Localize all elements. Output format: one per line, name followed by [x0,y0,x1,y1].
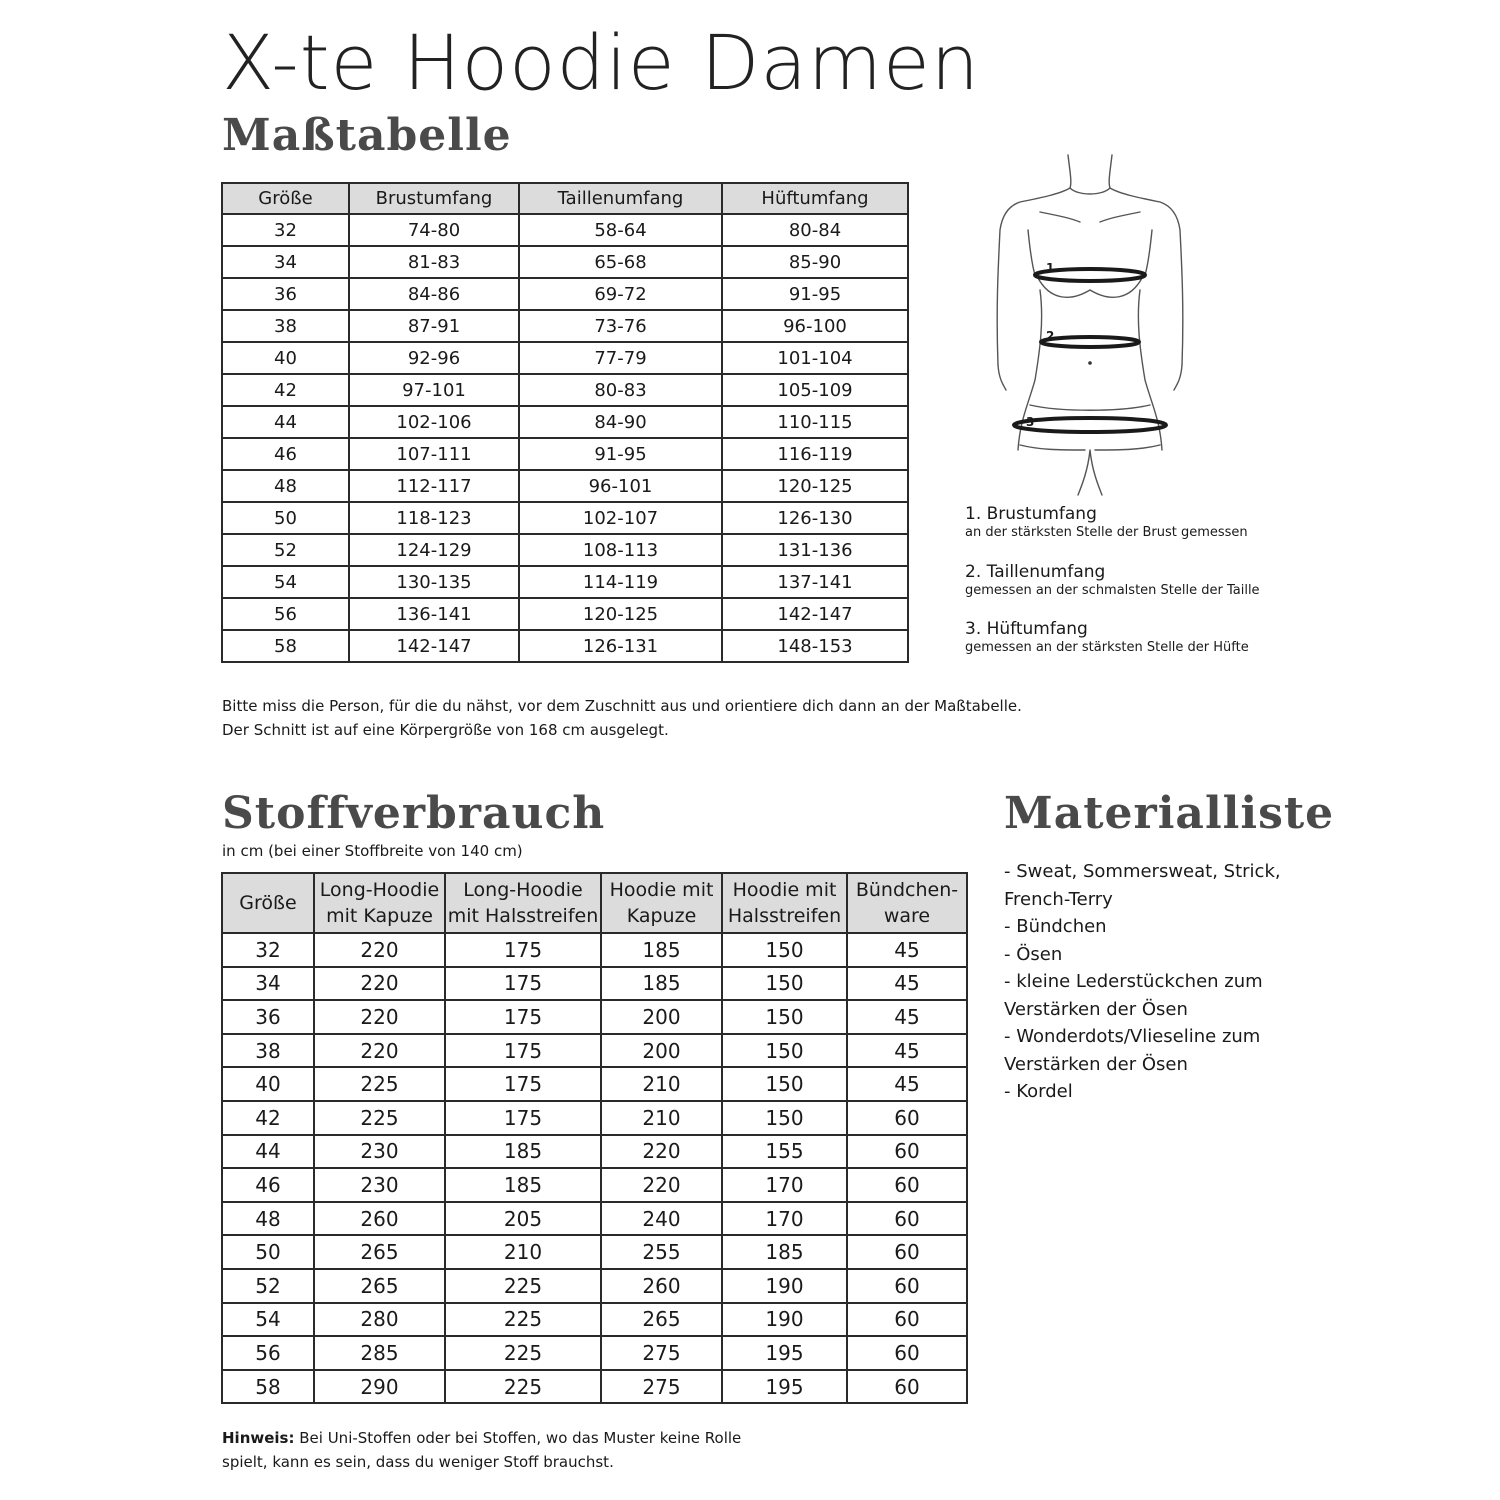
table-cell: 142-147 [722,598,908,630]
table-row [222,1135,967,1169]
table-row [222,1336,967,1370]
note-line [222,1426,741,1450]
table-cell: 58 [222,630,349,662]
note-label: Hinweis: [222,1429,295,1447]
table-cell: 195 [722,1370,847,1404]
table-row [222,933,967,967]
table-cell: 34 [222,246,349,278]
table-cell: 54 [222,1303,314,1337]
table-cell: 255 [601,1235,722,1269]
measurement-subtitle: gemessen an der schmalsten Stelle der Taille [965,583,1260,598]
table-cell: 44 [222,406,349,438]
table-cell: 142-147 [349,630,519,662]
table-cell: 285 [314,1336,445,1370]
table-header-cell [445,873,601,933]
table-row [222,598,908,630]
table-cell: 200 [601,1034,722,1068]
measurement-legend-waist [965,562,1260,600]
table-cell: 200 [601,1000,722,1034]
table-row [222,502,908,534]
table-row [222,342,908,374]
table-row [222,566,908,598]
table-cell: 260 [601,1269,722,1303]
table-cell: 195 [722,1336,847,1370]
table-cell: 120-125 [722,470,908,502]
table-cell: 52 [222,534,349,566]
header-line: ware [883,905,931,927]
table-row [222,438,908,470]
list-item: - Ösen [1004,943,1063,965]
table-header-row [222,873,967,933]
table-cell: 56 [222,1336,314,1370]
table-cell: 96-100 [722,310,908,342]
fabric-usage-subtitle: in cm (bei einer Stoffbreite von 140 cm) [222,842,523,860]
table-cell: 45 [847,967,967,1001]
table-cell: 137-141 [722,566,908,598]
table-cell: 150 [722,1034,847,1068]
table-cell: 230 [314,1168,445,1202]
table-row [222,1034,967,1068]
material-list-heading: Materialliste [1004,788,1335,839]
measurement-title: 2. Taillenumfang [965,562,1106,582]
table-cell: 73-76 [519,310,722,342]
table-cell: 185 [601,967,722,1001]
table-cell: 58-64 [519,214,722,246]
table-cell: 108-113 [519,534,722,566]
table-cell: 105-109 [722,374,908,406]
table-cell: 50 [222,502,349,534]
list-item: - Sweat, Sommersweat, Strick, [1004,861,1281,882]
table-cell: 56 [222,598,349,630]
table-cell: 185 [722,1235,847,1269]
table-cell: 265 [601,1303,722,1337]
figure-label-2: 2 [1046,329,1055,343]
fabric-usage-heading: Stoffverbrauch [222,788,606,839]
table-cell: 102-106 [349,406,519,438]
table-row [222,1269,967,1303]
table-cell: 225 [445,1303,601,1337]
table-cell: 150 [722,933,847,967]
table-cell: 46 [222,1168,314,1202]
table-cell: 40 [222,1067,314,1101]
table-cell: 84-90 [519,406,722,438]
table-row [222,278,908,310]
table-cell: 220 [601,1168,722,1202]
table-cell: 175 [445,1101,601,1135]
table-row [222,967,967,1001]
table-cell: 130-135 [349,566,519,598]
table-row [222,406,908,438]
table-cell: 170 [722,1168,847,1202]
measurement-subtitle: an der stärksten Stelle der Brust gemessen [965,525,1248,540]
table-row [222,1000,967,1034]
table-cell: 260 [314,1202,445,1236]
table-cell: 148-153 [722,630,908,662]
list-item: - Bündchen [1004,916,1107,937]
note-line: spielt, kann es sein, dass du weniger Stoff brauchst. [222,1453,614,1471]
table-header-cell [722,873,847,933]
table-cell: 275 [601,1370,722,1404]
table-cell: 150 [722,1101,847,1135]
table-cell: 116-119 [722,438,908,470]
header-line: Halsstreifen [727,905,842,927]
table-row [222,214,908,246]
header-line: Long-Hoodie [319,879,440,901]
table-row [222,534,908,566]
figure-label-3: 3 [1026,415,1035,429]
table-cell: 155 [722,1135,847,1169]
table-header-cell [847,873,967,933]
page-title: X-te Hoodie Damen [222,18,980,107]
table-cell: 210 [601,1101,722,1135]
table-cell: 220 [314,1034,445,1068]
table-cell: 126-131 [519,630,722,662]
fabric-usage-table [221,872,968,1404]
table-cell: 81-83 [349,246,519,278]
table-cell: 96-101 [519,470,722,502]
table-cell: 42 [222,374,349,406]
measurement-legend-hip [965,619,1249,657]
table-cell: 175 [445,1067,601,1101]
table-row [222,630,908,662]
table-cell: 60 [847,1101,967,1135]
measurement-legend-bust [965,504,1248,542]
table-cell: 220 [601,1135,722,1169]
table-cell: 230 [314,1135,445,1169]
table-row [222,1168,967,1202]
table-cell: 46 [222,438,349,470]
fabric-usage-note [222,1426,741,1474]
table-cell: 101-104 [722,342,908,374]
table-header-cell [314,873,445,933]
table-cell: 65-68 [519,246,722,278]
table-cell: 150 [722,1000,847,1034]
table-header-row [222,183,908,214]
table-cell: 38 [222,1034,314,1068]
list-item: - Kordel [1004,1081,1073,1102]
table-header-cell: Hüftumfang [722,183,908,214]
table-cell: 60 [847,1336,967,1370]
measurement-subtitle: gemessen an der stärksten Stelle der Hüfte [965,640,1249,655]
table-cell: 48 [222,1202,314,1236]
table-cell: 80-84 [722,214,908,246]
table-cell: 84-86 [349,278,519,310]
table-header-cell: Taillenumfang [519,183,722,214]
table-cell: 32 [222,214,349,246]
table-cell: 45 [847,1000,967,1034]
table-cell: 54 [222,566,349,598]
table-cell: 220 [314,933,445,967]
table-row [222,1101,967,1135]
table-cell: 205 [445,1202,601,1236]
table-cell: 60 [847,1168,967,1202]
table-header-cell: Brustumfang [349,183,519,214]
table-cell: 225 [445,1336,601,1370]
table-cell: 280 [314,1303,445,1337]
table-cell: 210 [601,1067,722,1101]
list-item: - Wonderdots/Vlieseline zum [1004,1026,1261,1047]
note-line: Der Schnitt ist auf eine Körpergröße von 168 cm ausgelegt. [222,721,669,739]
list-item: - kleine Lederstückchen zum [1004,971,1263,992]
table-row [222,310,908,342]
table-cell: 32 [222,933,314,967]
table-cell: 60 [847,1235,967,1269]
table-cell: 36 [222,278,349,310]
table-cell: 136-141 [349,598,519,630]
table-cell: 107-111 [349,438,519,470]
table-cell: 150 [722,967,847,1001]
table-cell: 52 [222,1269,314,1303]
table-cell: 97-101 [349,374,519,406]
table-cell: 45 [847,1067,967,1101]
table-cell: 190 [722,1269,847,1303]
table-cell: 220 [314,1000,445,1034]
table-cell: 190 [722,1303,847,1337]
table-cell: 38 [222,310,349,342]
table-cell: 69-72 [519,278,722,310]
header-line: Kapuze [626,905,697,927]
figure-label-1: 1 [1046,261,1055,275]
measurement-title: 3. Hüftumfang [965,619,1088,639]
table-cell: 36 [222,1000,314,1034]
table-row [222,1067,967,1101]
size-chart-note [222,694,1022,742]
table-cell: 225 [445,1269,601,1303]
material-list [1004,858,1304,1106]
table-header-cell [222,873,314,933]
table-cell: 110-115 [722,406,908,438]
table-row [222,1202,967,1236]
note-text: Bei Uni-Stoffen oder bei Stoffen, wo das Muster keine Rolle [294,1429,742,1447]
table-cell: 225 [445,1370,601,1404]
table-cell: 225 [314,1067,445,1101]
header-line: Long-Hoodie [463,879,583,901]
table-row [222,246,908,278]
table-cell: 290 [314,1370,445,1404]
table-cell: 210 [445,1235,601,1269]
table-cell: 118-123 [349,502,519,534]
table-cell: 265 [314,1269,445,1303]
table-cell: 124-129 [349,534,519,566]
table-cell: 114-119 [519,566,722,598]
table-header-cell: Größe [222,183,349,214]
table-cell: 150 [722,1067,847,1101]
table-cell: 58 [222,1370,314,1404]
size-chart-table [221,182,909,663]
table-cell: 34 [222,967,314,1001]
table-cell: 126-130 [722,502,908,534]
note-line: Bitte miss die Person, für die du nähst, vor dem Zuschnitt aus und orientiere dich dann an der Maßtabelle. [222,697,1022,715]
table-row [222,1370,967,1404]
table-row [222,470,908,502]
table-cell: 185 [445,1168,601,1202]
table-cell: 120-125 [519,598,722,630]
table-cell: 275 [601,1336,722,1370]
table-cell: 175 [445,1034,601,1068]
table-cell: 185 [445,1135,601,1169]
header-line: Hoodie mit [732,879,837,901]
table-cell: 50 [222,1235,314,1269]
table-row [222,1235,967,1269]
table-cell: 60 [847,1135,967,1169]
table-cell: 60 [847,1303,967,1337]
header-line: Hoodie mit [609,879,714,901]
table-cell: 175 [445,967,601,1001]
table-cell: 74-80 [349,214,519,246]
table-cell: 87-91 [349,310,519,342]
table-cell: 45 [847,1034,967,1068]
list-item: Verstärken der Ösen [1004,998,1188,1020]
table-cell: 220 [314,967,445,1001]
table-cell: 60 [847,1269,967,1303]
table-cell: 175 [445,1000,601,1034]
header-line: Größe [239,892,297,914]
list-item: Verstärken der Ösen [1004,1053,1188,1075]
table-cell: 85-90 [722,246,908,278]
table-cell: 42 [222,1101,314,1135]
table-cell: 175 [445,933,601,967]
table-header-cell [601,873,722,933]
table-cell: 60 [847,1202,967,1236]
table-cell: 112-117 [349,470,519,502]
table-cell: 91-95 [722,278,908,310]
table-row [222,374,908,406]
body-measurement-figure [990,150,1190,500]
table-cell: 48 [222,470,349,502]
list-item: French-Terry [1004,888,1113,910]
table-cell: 102-107 [519,502,722,534]
table-cell: 185 [601,933,722,967]
table-cell: 44 [222,1135,314,1169]
table-cell: 92-96 [349,342,519,374]
table-cell: 60 [847,1370,967,1404]
table-cell: 91-95 [519,438,722,470]
table-cell: 240 [601,1202,722,1236]
table-cell: 265 [314,1235,445,1269]
table-cell: 80-83 [519,374,722,406]
table-cell: 131-136 [722,534,908,566]
measurement-title: 1. Brustumfang [965,504,1097,524]
table-cell: 77-79 [519,342,722,374]
table-cell: 45 [847,933,967,967]
header-line: Bündchen- [855,879,959,901]
header-line: mit Kapuze [326,905,433,927]
table-row [222,1303,967,1337]
table-cell: 40 [222,342,349,374]
size-chart-heading: Maßtabelle [222,110,512,161]
header-line: mit Halsstreifen [447,905,599,927]
table-cell: 225 [314,1101,445,1135]
table-cell: 170 [722,1202,847,1236]
